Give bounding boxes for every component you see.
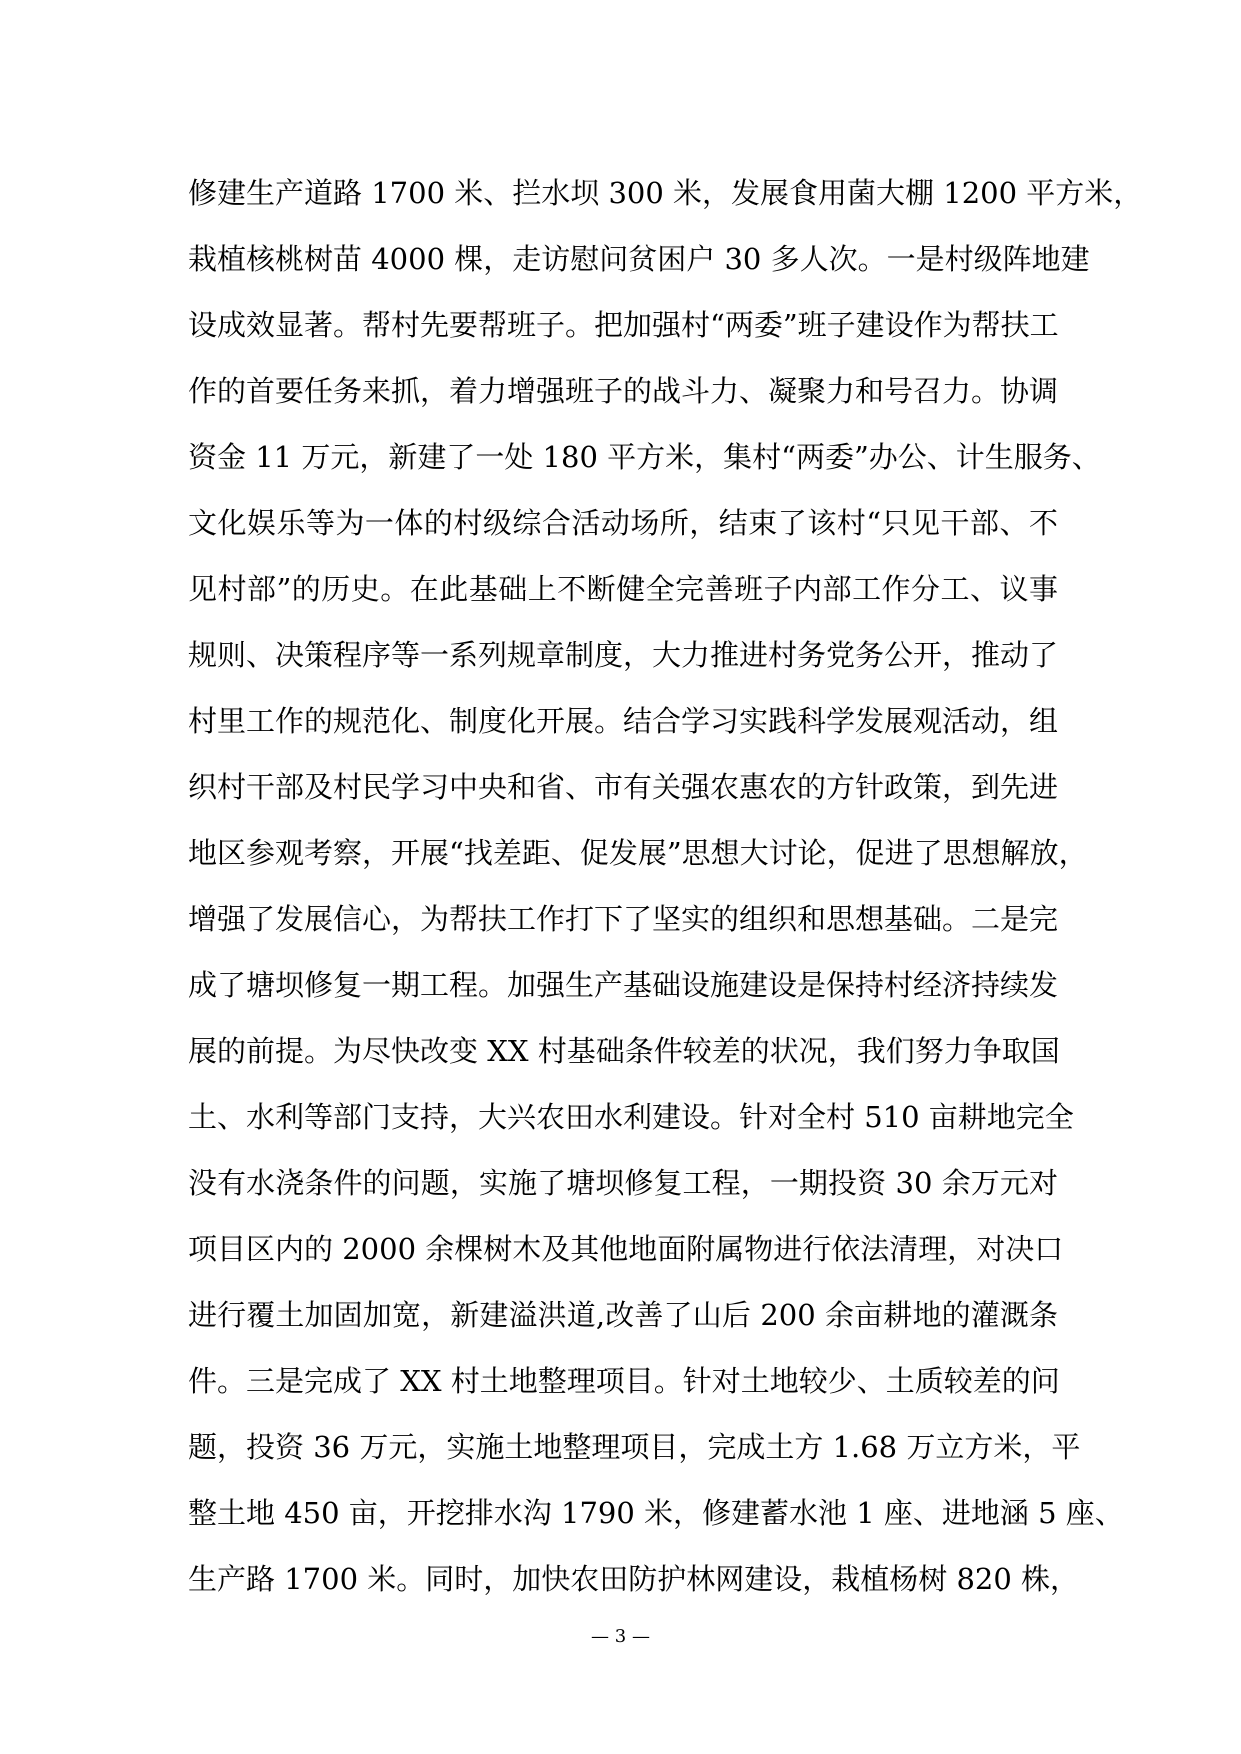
text-line: 题，投资 36 万元，实施土地整理项目，完成土方 1.68 万立方米，平 bbox=[188, 1430, 1081, 1464]
body-text bbox=[188, 160, 1143, 1612]
text-line: 展的前提。为尽快改变 XX 村基础条件较差的状况，我们努力争取国 bbox=[188, 1034, 1060, 1068]
text-line: 整土地 450 亩，开挖排水沟 1790 米，修建蓄水池 1 座、进地涵 5 座、 bbox=[188, 1496, 1124, 1530]
text-line: 生产路 1700 米。同时，加快农田防护林网建设，栽植杨树 820 株， bbox=[188, 1562, 1080, 1596]
text-line: 文化娱乐等为一体的村级综合活动场所，结束了该村“只见干部、不 bbox=[188, 506, 1058, 540]
text-line: 没有水浇条件的问题，实施了塘坝修复工程，一期投资 30 余万元对 bbox=[188, 1166, 1058, 1200]
text-line: 项目区内的 2000 余棵树木及其他地面附属物进行依法清理，对决口 bbox=[188, 1232, 1064, 1266]
page-number: — 3 — bbox=[591, 1626, 650, 1647]
text-line: 地区参观考察，开展“找差距、促发展”思想大讨论，促进了思想解放， bbox=[188, 836, 1088, 870]
text-line: 见村部”的历史。在此基础上不断健全完善班子内部工作分工、议事 bbox=[188, 572, 1058, 606]
text-line: 设成效显著。帮村先要帮班子。把加强村“两委”班子建设作为帮扶工 bbox=[188, 308, 1059, 342]
text-line: 增强了发展信心，为帮扶工作打下了坚实的组织和思想基础。二是完 bbox=[188, 902, 1059, 936]
text-line: 规则、决策程序等一系列规章制度，大力推进村务党务公开，推动了 bbox=[188, 638, 1059, 672]
text-line: 栽植核桃树苗 4000 棵，走访慰问贫困户 30 多人次。一是村级阵地建 bbox=[188, 242, 1090, 276]
text-line: 成了塘坝修复一期工程。加强生产基础设施建设是保持村经济持续发 bbox=[188, 968, 1059, 1002]
text-line: 土、水利等部门支持，大兴农田水利建设。针对全村 510 亩耕地完全 bbox=[188, 1100, 1074, 1134]
text-line: 村里工作的规范化、制度化开展。结合学习实践科学发展观活动，组 bbox=[188, 704, 1059, 738]
text-line: 织村干部及村民学习中央和省、市有关强农惠农的方针政策，到先进 bbox=[188, 770, 1059, 804]
text-line: 修建生产道路 1700 米、拦水坝 300 米，发展食用菌大棚 1200 平方米， bbox=[188, 176, 1143, 210]
text-line: 作的首要任务来抓，着力增强班子的战斗力、凝聚力和号召力。协调 bbox=[188, 374, 1059, 408]
text-line: 件。三是完成了 XX 村土地整理项目。针对土地较少、土质较差的问 bbox=[188, 1364, 1060, 1398]
text-line: 资金 11 万元，新建了一处 180 平方米，集村“两委”办公、计生服务、 bbox=[188, 440, 1101, 474]
text-line: 进行覆土加固加宽，新建溢洪道,改善了山后 200 余亩耕地的灌溉条 bbox=[188, 1298, 1058, 1332]
